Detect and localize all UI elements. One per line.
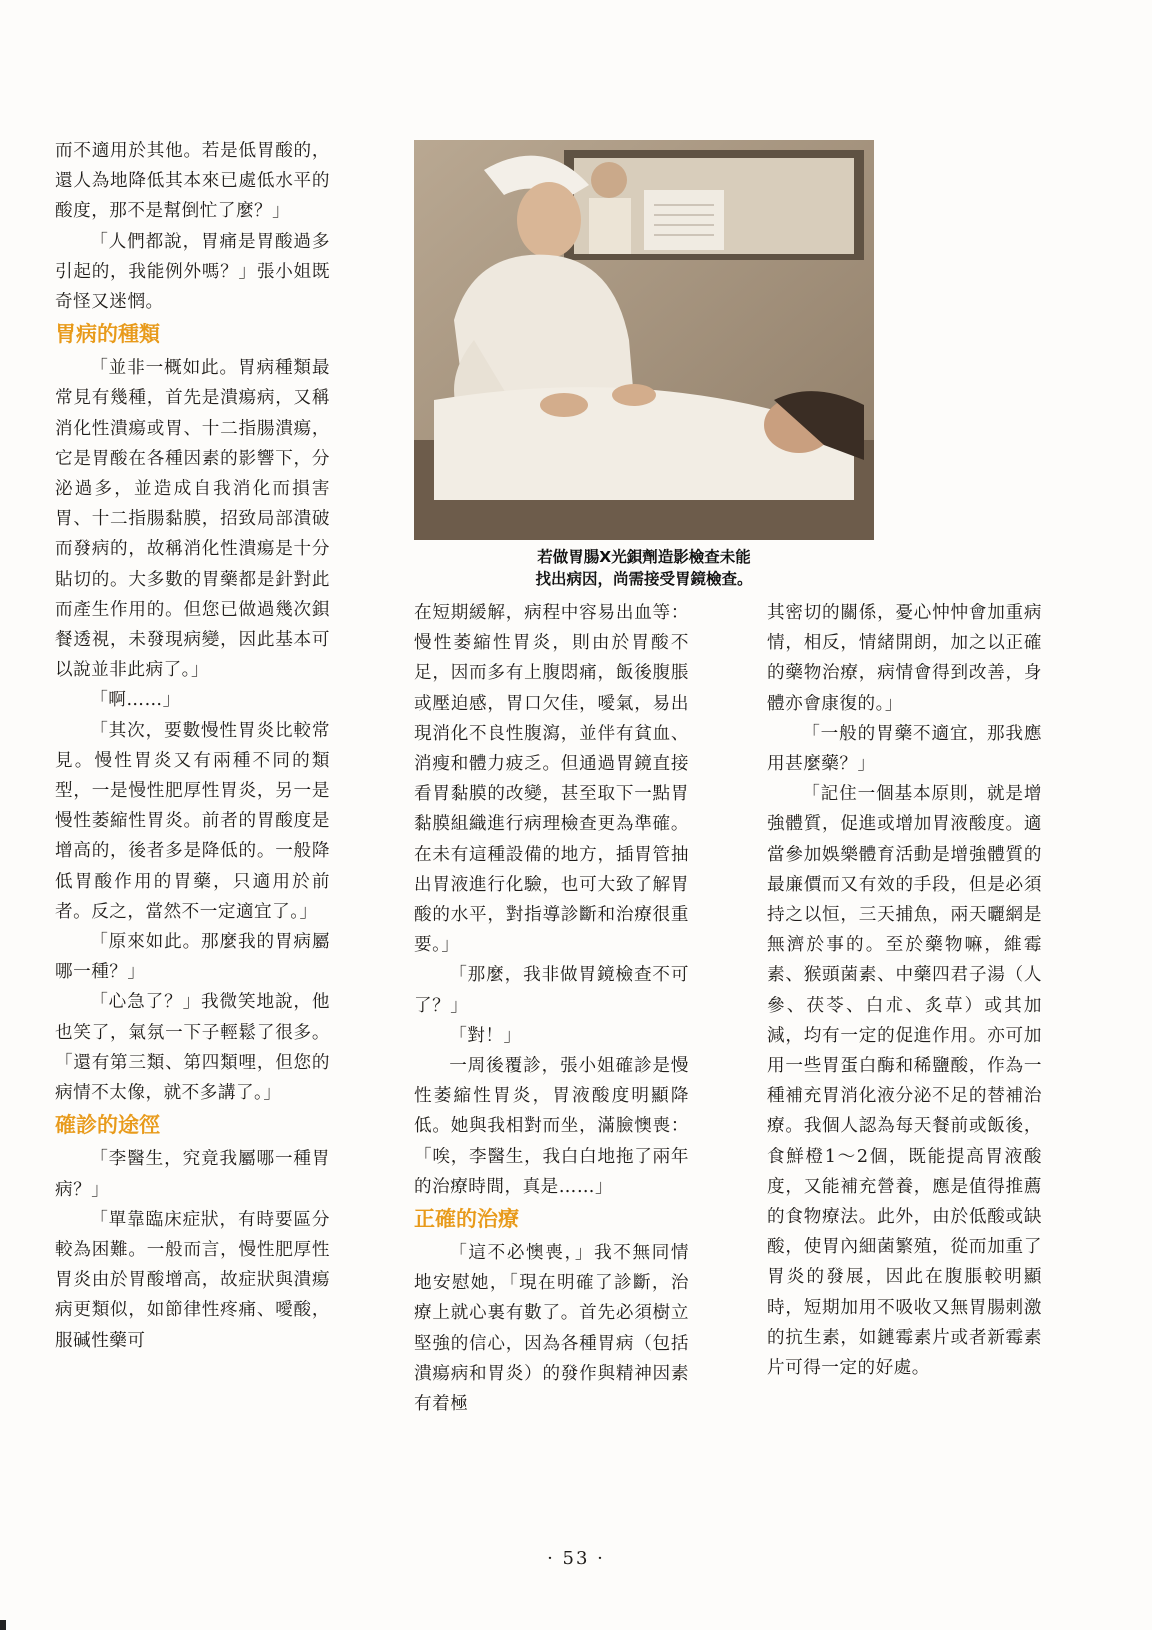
paragraph: 「那麼，我非做胃鏡檢查不可了？」 — [414, 965, 689, 1016]
page-number: · 53 · — [547, 1548, 605, 1569]
paragraph: 其密切的關係，憂心忡忡會加重病情，相反，情緒開朗，加之以正確的藥物治療，病情會得到改善，身體亦會康復的。」 — [767, 603, 1042, 714]
paragraph: 「原來如此。那麼我的胃病屬哪一種？」 — [55, 932, 330, 983]
paragraph: 「李醫生，究竟我屬哪一種胃病？」 — [55, 1149, 330, 1200]
caption-line: 找出病因，尚需接受胃鏡檢查。 — [535, 570, 753, 588]
column-2 — [414, 598, 689, 1419]
paragraph: 一周後覆診，張小姐確診是慢性萎縮性胃炎，胃液酸度明顯降低。她與我相對而坐，滿臉懊喪：「唉，李醫生，我白白地拖了兩年的治療時間，真是……」 — [414, 1056, 689, 1197]
photo-caption — [414, 546, 874, 590]
caption-line: 若做胃腸X光鋇劑造影檢查未能 — [537, 548, 751, 566]
nurse-patient-illustration — [414, 140, 874, 540]
paragraph: 「對！」 — [449, 1025, 522, 1046]
section-heading-diagnosis: 確診的途徑 — [55, 1113, 160, 1138]
paragraph: 「單靠臨床症狀，有時要區分較為困難。一般而言，慢性肥厚性胃炎由於胃酸增高，故症狀與潰瘍病更類似，如節律性疼痛、噯酸，服碱性藥可 — [55, 1209, 330, 1351]
scan-mark — [0, 1620, 6, 1630]
paragraph: 「一般的胃藥不適宜，那我應用甚麼藥？」 — [767, 723, 1042, 775]
paragraph: 「其次，要數慢性胃炎比較常見。慢性胃炎又有兩種不同的類型，一是慢性肥厚性胃炎，另一是慢性萎縮性胃炎。前者的胃酸度是增高的，後者多是降低的。一般降低胃酸作用的胃藥，只適用於前者。反之，當然不一定適宜了。」 — [55, 720, 330, 922]
paragraph: 「這不必懊喪，」我不無同情地安慰她，「現在明確了診斷，治療上就心裏有數了。首先必須樹立堅強的信心，因為各種胃病（包括潰瘍病和胃炎）的發作與精神因素有着極 — [414, 1243, 689, 1415]
clinic-photo — [414, 140, 874, 540]
paragraph: 「人們都說，胃痛是胃酸過多引起的，我能例外嗎？」張小姐既奇怪又迷惘。 — [55, 231, 330, 313]
paragraph: 「並非一概如此。胃病種類最常見有幾種，首先是潰瘍病，又稱消化性潰瘍或胃、十二指腸潰瘍，它是胃酸在各種因素的影響下，分泌過多，並造成自我消化而損害胃、十二指腸黏膜，招致局部潰破而發病的，故稱消化性潰瘍是十分貼切的。大多數的胃藥都是針對此而產生作用的。但您已做過幾次鋇餐透視，未發現病變，因此基本可以說並非此病了。」 — [55, 358, 330, 681]
paragraph: 「啊……」 — [90, 690, 181, 711]
paragraph: 而不適用於其他。若是低胃酸的，還人為地降低其本來已處低水平的酸度，那不是幫倒忙了麼？」 — [55, 141, 330, 222]
section-heading-treatment: 正確的治療 — [414, 1207, 519, 1232]
paragraph: 在短期緩解，病程中容易出血等：慢性萎縮性胃炎，則由於胃酸不足，因而多有上腹悶痛，飯後腹脹或壓迫感，胃口欠佳，噯氣，易出現消化不良性腹瀉，並伴有貧血、消瘦和體力疲乏。但通過胃鏡直接看胃黏膜的改變，甚至取下一點胃黏膜組織進行病理檢查更為準確。在未有這種設備的地方，插胃管抽出胃液進行化驗，也可大致了解胃酸的水平，對指導診斷和治療很重要。」 — [414, 603, 689, 956]
column-1 — [55, 136, 330, 1356]
column-3 — [767, 598, 1042, 1383]
paragraph: 「心急了？」我微笑地說，他也笑了，氣氛一下子輕鬆了很多。「還有第三類、第四類哩，但您的病情不太像，就不多講了。」 — [55, 992, 330, 1104]
section-heading-types: 胃病的種類 — [55, 322, 160, 347]
paragraph: 「記住一個基本原則，就是增強體質，促進或增加胃液酸度。適當參加娛樂體育活動是增強體質的最廉價而又有效的手段，但是必須持之以恒，三天捕魚，兩天曬網是無濟於事的。至於藥物嘛，維霉素、猴頭菌素、中藥四君子湯（人參、茯苓、白朮、炙草）或其加減，均有一定的促進作用。亦可加用一些胃蛋白酶和稀鹽酸，作為一種補充胃消化液分泌不足的替補治療。我個人認為每天餐前或飯後，食鮮橙1～2個，既能提高胃液酸度，又能補充營養，應是值得推薦的食物療法。此外，由於低酸或缺酸，使胃內細菌繁殖，從而加重了胃炎的發展，因此在腹脹較明顯時，短期加用不吸收又無胃腸刺激的抗生素，如鏈霉素片或者新霉素片可得一定的好處。 — [767, 784, 1042, 1379]
